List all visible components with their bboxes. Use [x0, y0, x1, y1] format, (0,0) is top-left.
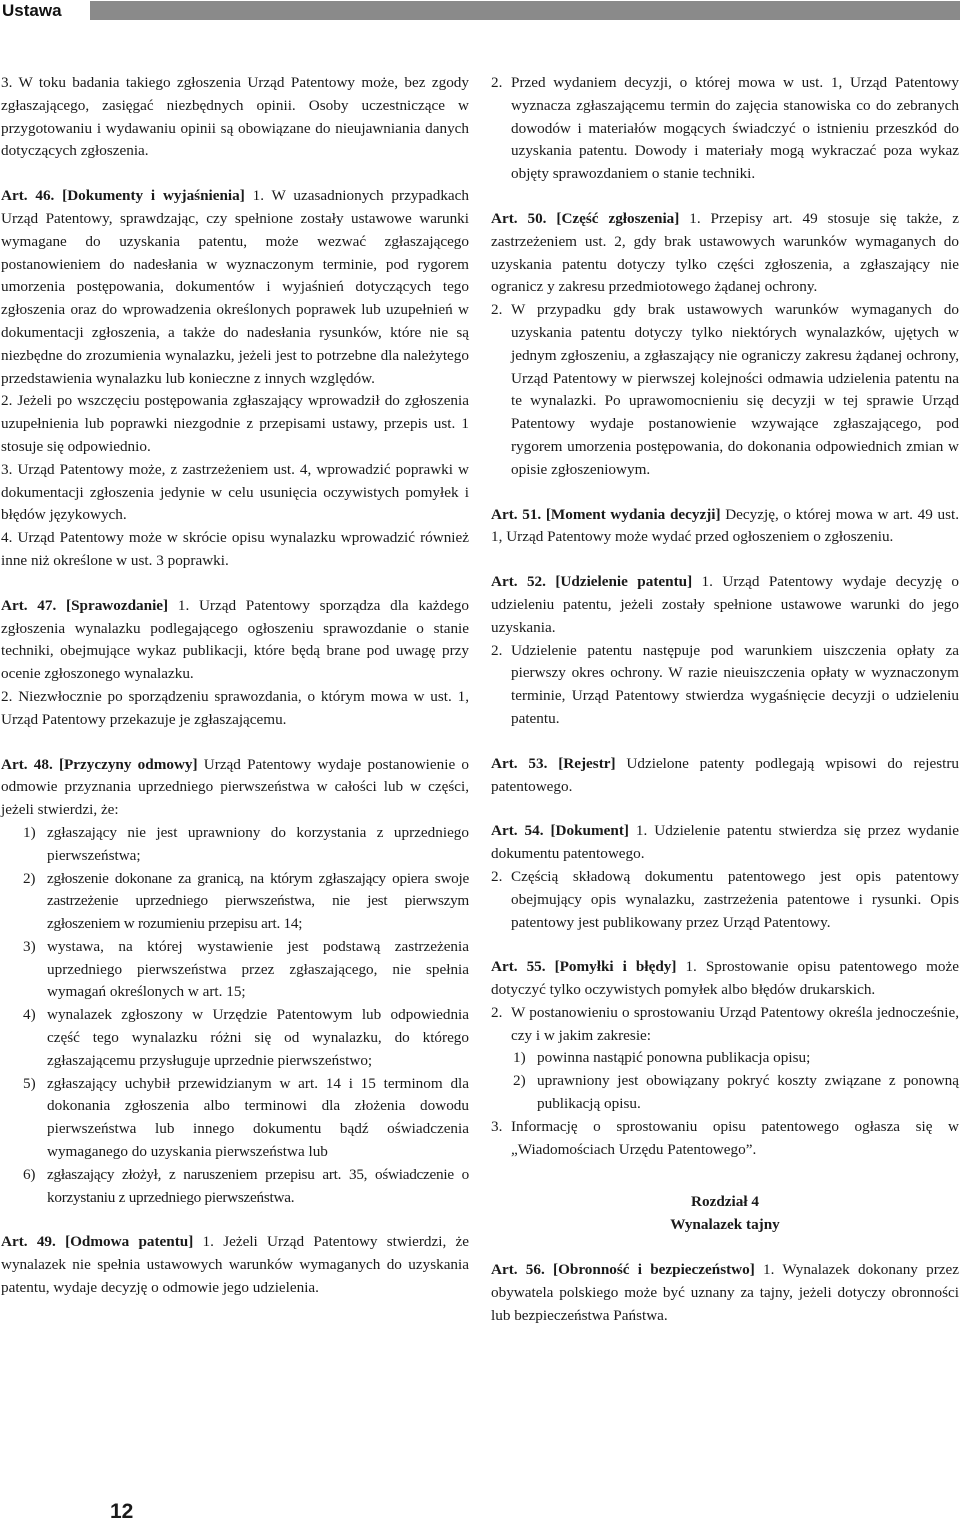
paragraph-number: 3. [1, 460, 13, 478]
list-item [1, 936, 469, 1004]
article-55 [491, 956, 959, 1002]
left-column [1, 72, 469, 1300]
chapter-title: Rozdział 4 [691, 1193, 759, 1211]
paragraph [491, 299, 959, 481]
article-48 [1, 754, 469, 822]
list-text: zgłaszający złożył, z naruszeniem przepisu art. 35, oświadczenie o korzystaniu z uprzedniego pierwszeństwa. [47, 1165, 469, 1206]
article-51 [491, 504, 959, 550]
paragraph-number: 2. [1, 392, 13, 410]
list-number: 6) [23, 1165, 36, 1183]
article-heading: Art. 54. [Dokument] [491, 822, 629, 840]
article-text: Urząd Patentowy wydaje postanowienie o odmowie przyznania uprzedniego pierwszeństwa w całości lub w części, jeżeli stwierdzi, że: [1, 755, 469, 819]
article-heading: Art. 49. [Odmowa patentu] [1, 1233, 194, 1251]
paragraph-text: W przypadku gdy brak ustawowych warunków wymaganych do uzyskania patentu dotyczy tylko niektórych wynalazków, ujętych w jednym zgłoszeniu, a zgłaszający nie ograniczy zakresu żądanej ochrony, Urząd Patentowy w pierwszej kolejności odmawia udzielenia patentu na te wynalazki. Po uprawomocnieniu się decyzji w tej sprawie Urząd Patentowy wydaje postanowienie wzywające zgłaszającego, pod rygorem umorzenia postępowania, do dokonania odpowiednich zmian w opisie zgłoszeniowym. [511, 301, 959, 478]
article-49 [1, 1231, 469, 1299]
paragraph-text: Udzielenie patentu następuje pod warunkiem uiszczenia opłaty za pierwszy okres ochrony. W razie nieuiszczenia opłaty w wyznaczonym terminie, Urząd Patentowy stwierdza wygaśnięcie decyzji o udzieleniu patentu. [511, 641, 959, 727]
page-number: 12 [110, 1500, 134, 1523]
article-53 [491, 753, 959, 799]
paragraph-number: 3. [491, 1117, 503, 1135]
article-heading: Art. 50. [Część zgłoszenia] [491, 209, 680, 227]
article-text: 1. Sprostowanie opisu patentowego może dotyczyć tylko oczywistych pomyłek albo błędów drukarskich. [491, 958, 959, 999]
list-number: 2) [513, 1072, 526, 1090]
article-text: 1. Jeżeli Urząd Patentowy stwierdzi, że wynalazek nie spełnia ustawowych warunków wymaganych do uzyskania patentu, wydaje decyzję o odmowie jego udzielenia. [1, 1233, 469, 1297]
list-text: powinna nastąpić ponowna publikacja opisu; [537, 1049, 811, 1067]
list-number: 2) [23, 869, 36, 887]
article-heading: Art. 56. [Obronność i bezpieczeństwo] [491, 1261, 755, 1279]
paragraph [1, 686, 469, 732]
paragraph-text: Informację o sprostowaniu opisu patentowego ogłasza się w „Wiadomościach Urzędu Patentowego”. [511, 1117, 959, 1158]
paragraph-text: Częścią składową dokumentu patentowego jest opis patentowy obejmujący opis wynalazku, zastrzeżenia patentowe i rysunki. Opis patentowy jest publikowany przez Urząd Patentowy. [511, 867, 959, 931]
article-text: 1. Przepisy art. 49 stosuje się także, z zastrzeżeniem ust. 2, gdy brak ustawowych warunków wymaganych do uzyskania patentu dotyczy tylko części zgłoszenia, a zgłaszający nie ogranicz y zakresu przedmiotowego żądanej ochrony. [491, 209, 959, 296]
article-text: Udzielone patenty podlegają wpisowi do rejestru patentowego. [491, 754, 959, 795]
article-text: 1. Wynalazek dokonany przez obywatela polskiego może być uznany za tajny, jeżeli dotyczy obronności lub bezpieczeństwa Państwa. [491, 1261, 959, 1324]
article-text: 1. W uzasadnionych przypadkach Urząd Patentowy, sprawdzając, czy spełnione zostały ustawowe warunki wymagane do uzyskania patentu, może wezwać zgłaszającego postanowieniem do nadesłania w wyznaczonym terminie, pod rygorem umorzenia postępowania, dokumentów i wyjaśnień dotyczących tego zgłoszenia oraz do wprowadzenia określonych poprawek lub uzupełnień w dokumentacji zgłoszenia, a także do nadesłania rysunków, które nie są niezbędne do zrozumienia wynalazku, jeżeli jest to potrzebne dla należytego przedstawienia wynalazku lub konieczne z innych względów. [1, 187, 470, 387]
paragraph-text: Urząd Patentowy może w skrócie opisu wynalazku wprowadzić również inne niż określone w ust. 3 poprawki. [1, 529, 469, 569]
paragraph-text: Niezwłocznie po sporządzeniu sprawozdania, o którym mowa w ust. 1, Urząd Patentowy przekazuje je zgłaszającemu. [1, 687, 470, 728]
article-heading: Art. 52. [Udzielenie patentu] [491, 573, 693, 591]
paragraph [491, 1116, 959, 1162]
paragraph-number: 2. [491, 641, 503, 659]
article-heading: Art. 53. [Rejestr] [491, 754, 616, 772]
list-item [491, 1047, 959, 1070]
chapter-subtitle: Wynalazek tajny [670, 1216, 780, 1234]
article-heading: Art. 46. [Dokumenty i wyjaśnienia] [1, 187, 245, 205]
article-52 [491, 571, 959, 639]
paragraph [1, 390, 469, 458]
paragraph-number: 2. [1, 687, 13, 705]
list-item [1, 822, 469, 868]
list-item [1, 868, 469, 936]
list-text: uprawniony jest obowiązany pokryć koszty związane z ponowną publikacją opisu. [537, 1072, 959, 1113]
list-number: 3) [23, 937, 36, 955]
list-number: 1) [23, 823, 36, 841]
list-text: zgłaszający uchybił przewidzianym w art. 14 i 15 terminom dla dokonania zgłoszenia albo terminowi dla złożenia dowodu pierwszeństwa lub innego dokumentu bądź oświadczenia wymaganego do uzyskania pierwszeństwa lub [47, 1074, 469, 1161]
paragraph-number: 2. [491, 301, 503, 319]
paragraph-text: W postanowieniu o sprostowaniu Urząd Patentowy określa jednocześnie, czy i w jakim zakresie: [511, 1003, 959, 1044]
right-column [491, 72, 959, 1327]
section-title: Ustawa [0, 0, 84, 22]
article-heading: Art. 55. [Pomyłki i błędy] [491, 958, 677, 976]
paragraph [491, 640, 959, 731]
article-text: 1. Urząd Patentowy wydaje decyzję o udzieleniu patentu, jeżeli zostały spełnione ustawowe warunki do jego uzyskania. [491, 573, 960, 636]
article-heading: Art. 47. [Sprawozdanie] [1, 596, 169, 614]
paragraph [491, 72, 959, 186]
paragraph-number: 2. [491, 867, 503, 885]
article-54 [491, 820, 959, 866]
paragraph-number: 4. [1, 529, 13, 547]
list-number: 1) [513, 1049, 526, 1067]
article-47 [1, 595, 469, 686]
list-item [1, 1073, 469, 1164]
list-number: 5) [23, 1074, 36, 1092]
paragraph-text: Jeżeli po wszczęciu postępowania zgłaszający wprowadził do zgłoszenia uzupełnienia lub poprawki niezgodnie z przepisami ustawy, przepis ust. 1 stosuje się odpowiednio. [1, 392, 469, 455]
article-46 [1, 185, 469, 390]
article-text: 1. Urząd Patentowy sporządza dla każdego zgłoszenia wynalazku podlegającego ogłoszeniu sprawozdanie o stanie techniki, obejmujące wykaz publikacji, które będą brane pod uwagę przy ocenie zgłoszonego wynalazku. [1, 596, 469, 683]
list-item [491, 1070, 959, 1116]
paragraph [1, 527, 469, 573]
article-56 [491, 1259, 959, 1327]
list-item [1, 1004, 469, 1072]
article-text: 1. Udzielenie patentu stwierdza się przez wydanie dokumentu patentowego. [491, 822, 959, 863]
paragraph [1, 459, 469, 527]
article-text: Decyzję, o której mowa w art. 49 ust. 1, Urząd Patentowy może wydać przed ogłoszeniem o zgłoszeniu. [491, 505, 960, 546]
header-rule [90, 1, 960, 20]
list-text: wynalazek zgłoszony w Urzędzie Patentowym lub odpowiednia część tego wynalazku różni się od wynalazku, do którego zgłaszającemu przysługuje uprzednie pierwszeństwo; [47, 1006, 469, 1069]
running-header [0, 0, 960, 22]
list-number: 4) [23, 1006, 36, 1024]
paragraph [491, 866, 959, 934]
article-50 [491, 208, 959, 299]
article-heading: Art. 48. [Przyczyny odmowy] [1, 755, 198, 773]
list-text: zgłoszenie dokonane za granicą, na którym zgłaszający opiera swoje zastrzeżenie uprzedniego pierwszeństwa, nie jest pierwszym zgłoszeniem w rozumieniu przepisu art. 14; [47, 869, 469, 933]
paragraph [491, 1002, 959, 1048]
list-item [1, 1164, 469, 1210]
paragraph-text: Urząd Patentowy może, z zastrzeżeniem ust. 4, wprowadzić poprawki w dokumentacji zgłoszenia jedynie w celu usunięcia oczywistych pomyłek i błędów językowych. [1, 460, 470, 524]
list-text: wystawa, na której wystawienie jest podstawą zastrzeżenia uprzedniego pierwszeństwa przez zgłaszającego, nie spełnia wymagań określonych w art. 15; [47, 937, 469, 1001]
paragraph-text: Przed wydaniem decyzji, o której mowa w ust. 1, Urząd Patentowy wyznacza zgłaszającemu termin do zajęcia stanowiska co do zebranych dowodów i materiałów mogących świadczyć o istnieniu przeszkód do uzyskania patentu. Dowody i materiały mogą wykraczać poza wykaz objęty sprawozdaniem o stanie techniki. [511, 74, 959, 183]
paragraph-number: 2. [491, 74, 503, 91]
paragraph: 3. W toku badania takiego zgłoszenia Urząd Patentowy może, bez zgody zgłaszającego, zasięgać niezbędnych opinii. Osoby uczestniczące w przygotowaniu i wydawaniu opinii są obowiązane do nieujawniania danych dotyczących zgłoszenia. [1, 74, 469, 160]
paragraph-number: 2. [491, 1003, 503, 1021]
list-text: zgłaszający nie jest uprawniony do korzystania z uprzedniego pierwszeństwa; [47, 823, 469, 864]
article-heading: Art. 51. [Moment wydania decyzji] [491, 505, 721, 523]
